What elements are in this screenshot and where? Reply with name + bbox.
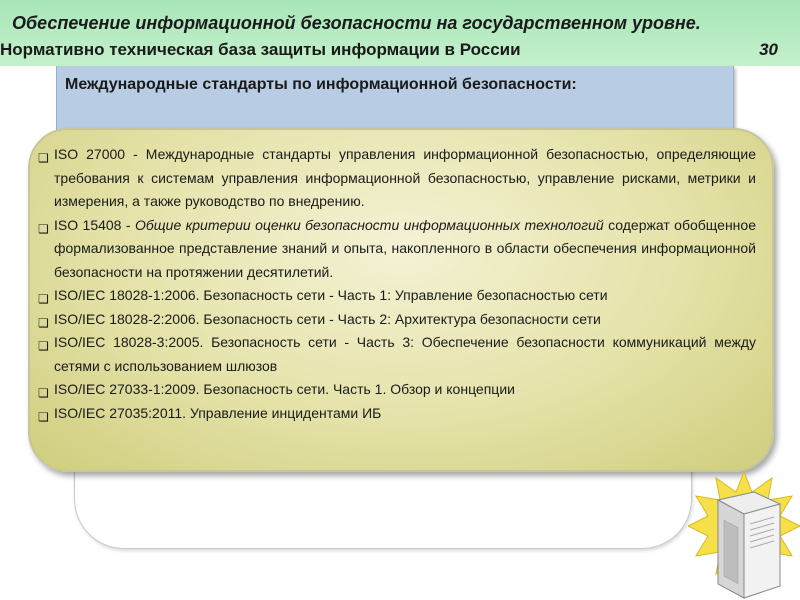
slide-number: 30 — [759, 40, 778, 59]
server-icon — [688, 470, 800, 600]
emphasis-text: Общие критерии оценки безопасности информационных технологий — [134, 216, 604, 233]
standards-panel — [28, 128, 774, 472]
list-item: ❑ ISO 27000 - Международные стандарты управления информационной безопасностью, определяющие требования к системам управления информационной безопасностью, управление рисками, метрики и измерения, а также руководство по внедрению. — [38, 146, 756, 209]
checkbox-bullet-icon: ❑ — [38, 221, 49, 236]
list-item: ❑ ISO/IEC 18028-3:2005. Безопасность сети - Часть 3: Обеспечение безопасности коммуникаций между сетями с использованием шлюзов — [38, 334, 756, 374]
header-subtitle: Нормативно техническая база защиты информации в России — [0, 40, 521, 59]
checkbox-bullet-icon: ❑ — [38, 409, 49, 424]
list-item: ❑ ISO/IEC 18028-1:2006. Безопасность сети - Часть 1: Управление безопасностью сети — [36, 284, 756, 308]
header-title: Обеспечение информационной безопасности на государственном уровне. — [12, 13, 701, 33]
section-title: Международные стандарты по информационной безопасности: — [65, 76, 577, 93]
list-item: ❑ ISO/IEC 18028-2:2006. Безопасность сети - Часть 2: Архитектура безопасности сети — [36, 308, 756, 332]
checkbox-bullet-icon: ❑ — [38, 339, 49, 353]
checkbox-bullet-icon: ❑ — [38, 315, 49, 330]
list-item: ❑ ISO 15408 - Общие критерии оценки безопасности информационных технологий содержат обобщенное формализованное представление знаний и опыта, накопленного в области обеспечения информационной безопасности на протяжении десятилетий. — [38, 216, 756, 280]
checkbox-bullet-icon: ❑ — [38, 292, 49, 306]
checkbox-bullet-icon: ❑ — [38, 151, 49, 165]
standards-list — [36, 143, 756, 425]
list-item: ❑ ISO/IEC 27033-1:2009. Безопасность сети. Часть 1. Обзор и концепции — [36, 378, 756, 402]
checkbox-bullet-icon: ❑ — [38, 386, 49, 400]
slide-header — [0, 0, 800, 66]
list-item: ❑ ISO/IEC 27035:2011. Управление инцидентами ИБ — [36, 402, 756, 426]
